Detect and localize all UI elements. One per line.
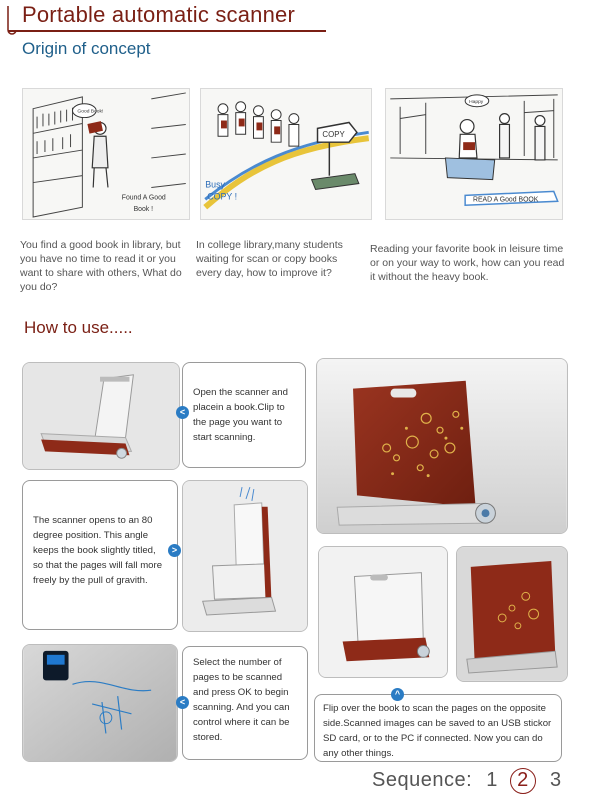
sketch-note-label: READ A Good BOOK bbox=[473, 196, 539, 204]
concept-sketch-copy-queue bbox=[200, 88, 372, 220]
title-underline bbox=[8, 30, 326, 32]
step2-instruction: The scanner opens to an 80 degree position. This angle keeps the book slightly titled, so that the pages will fall more freely by the pull of gravith. bbox=[22, 480, 178, 630]
sketch-note-label: Found A Good bbox=[121, 194, 166, 202]
sketch-note-label: Book ! bbox=[133, 206, 154, 214]
sketch-bubble-label: Good Book! bbox=[77, 109, 104, 115]
sketch-bubble-label: Happy bbox=[469, 99, 484, 105]
step3-photo-device-back bbox=[456, 546, 568, 682]
arrow-left-icon: < bbox=[176, 406, 189, 419]
section-origin-heading: Origin of concept bbox=[22, 39, 151, 58]
step1-photo-open-scanner bbox=[22, 362, 180, 470]
sketch-busy-label: Busy bbox=[205, 179, 225, 190]
page-title: Portable automatic scanner bbox=[22, 2, 296, 27]
step3-instruction: Select the number of pages to be scanned and press OK to begin scanning. And you can control where it can be stored. bbox=[182, 646, 308, 760]
arrow-up-icon: ^ bbox=[391, 688, 404, 701]
step4-photo-control-panel bbox=[22, 644, 178, 762]
step2-photo-scanner-open bbox=[182, 480, 308, 632]
step3-photo-scanning bbox=[318, 546, 448, 678]
sequence-page-2-current[interactable]: 2 bbox=[510, 768, 536, 794]
step1-instruction: Open the scanner and placein a book.Clip to the page you want to start scanning. bbox=[182, 362, 306, 468]
sequence-label: Sequence: bbox=[372, 769, 473, 791]
sketch-sign-label: COPY bbox=[322, 130, 345, 140]
concept-caption-library: You find a good book in library, but you have no time to read it or you want to share with others, What do you do? bbox=[20, 239, 182, 293]
sketch-copy-label: COPY ! bbox=[207, 191, 238, 202]
concept-sketch-library bbox=[22, 88, 190, 220]
sequence-indicator bbox=[372, 768, 562, 794]
arrow-left-icon: < bbox=[176, 696, 189, 709]
step4-instruction: Flip over the book to scan the pages on the opposite side.Scanned images can be saved to an USB stickor SD card, or to the PC if connected. Now you can do any other things. bbox=[314, 694, 562, 762]
section-how-to-use-heading: How to use..... bbox=[24, 318, 133, 337]
concept-caption-copy-queue: In college library,many students waiting for scan or copy books every day, how to improve it? bbox=[196, 239, 343, 279]
sequence-page-3[interactable]: 3 bbox=[549, 769, 562, 791]
arrow-right-icon: > bbox=[168, 544, 181, 557]
hero-photo-scanner bbox=[316, 358, 568, 534]
concept-caption-commute: Reading your favorite book in leisure time or on your way to work, how can you read it without the heavy book. bbox=[370, 243, 565, 283]
sequence-page-1[interactable]: 1 bbox=[486, 769, 498, 791]
concept-sketch-commute bbox=[385, 88, 563, 220]
